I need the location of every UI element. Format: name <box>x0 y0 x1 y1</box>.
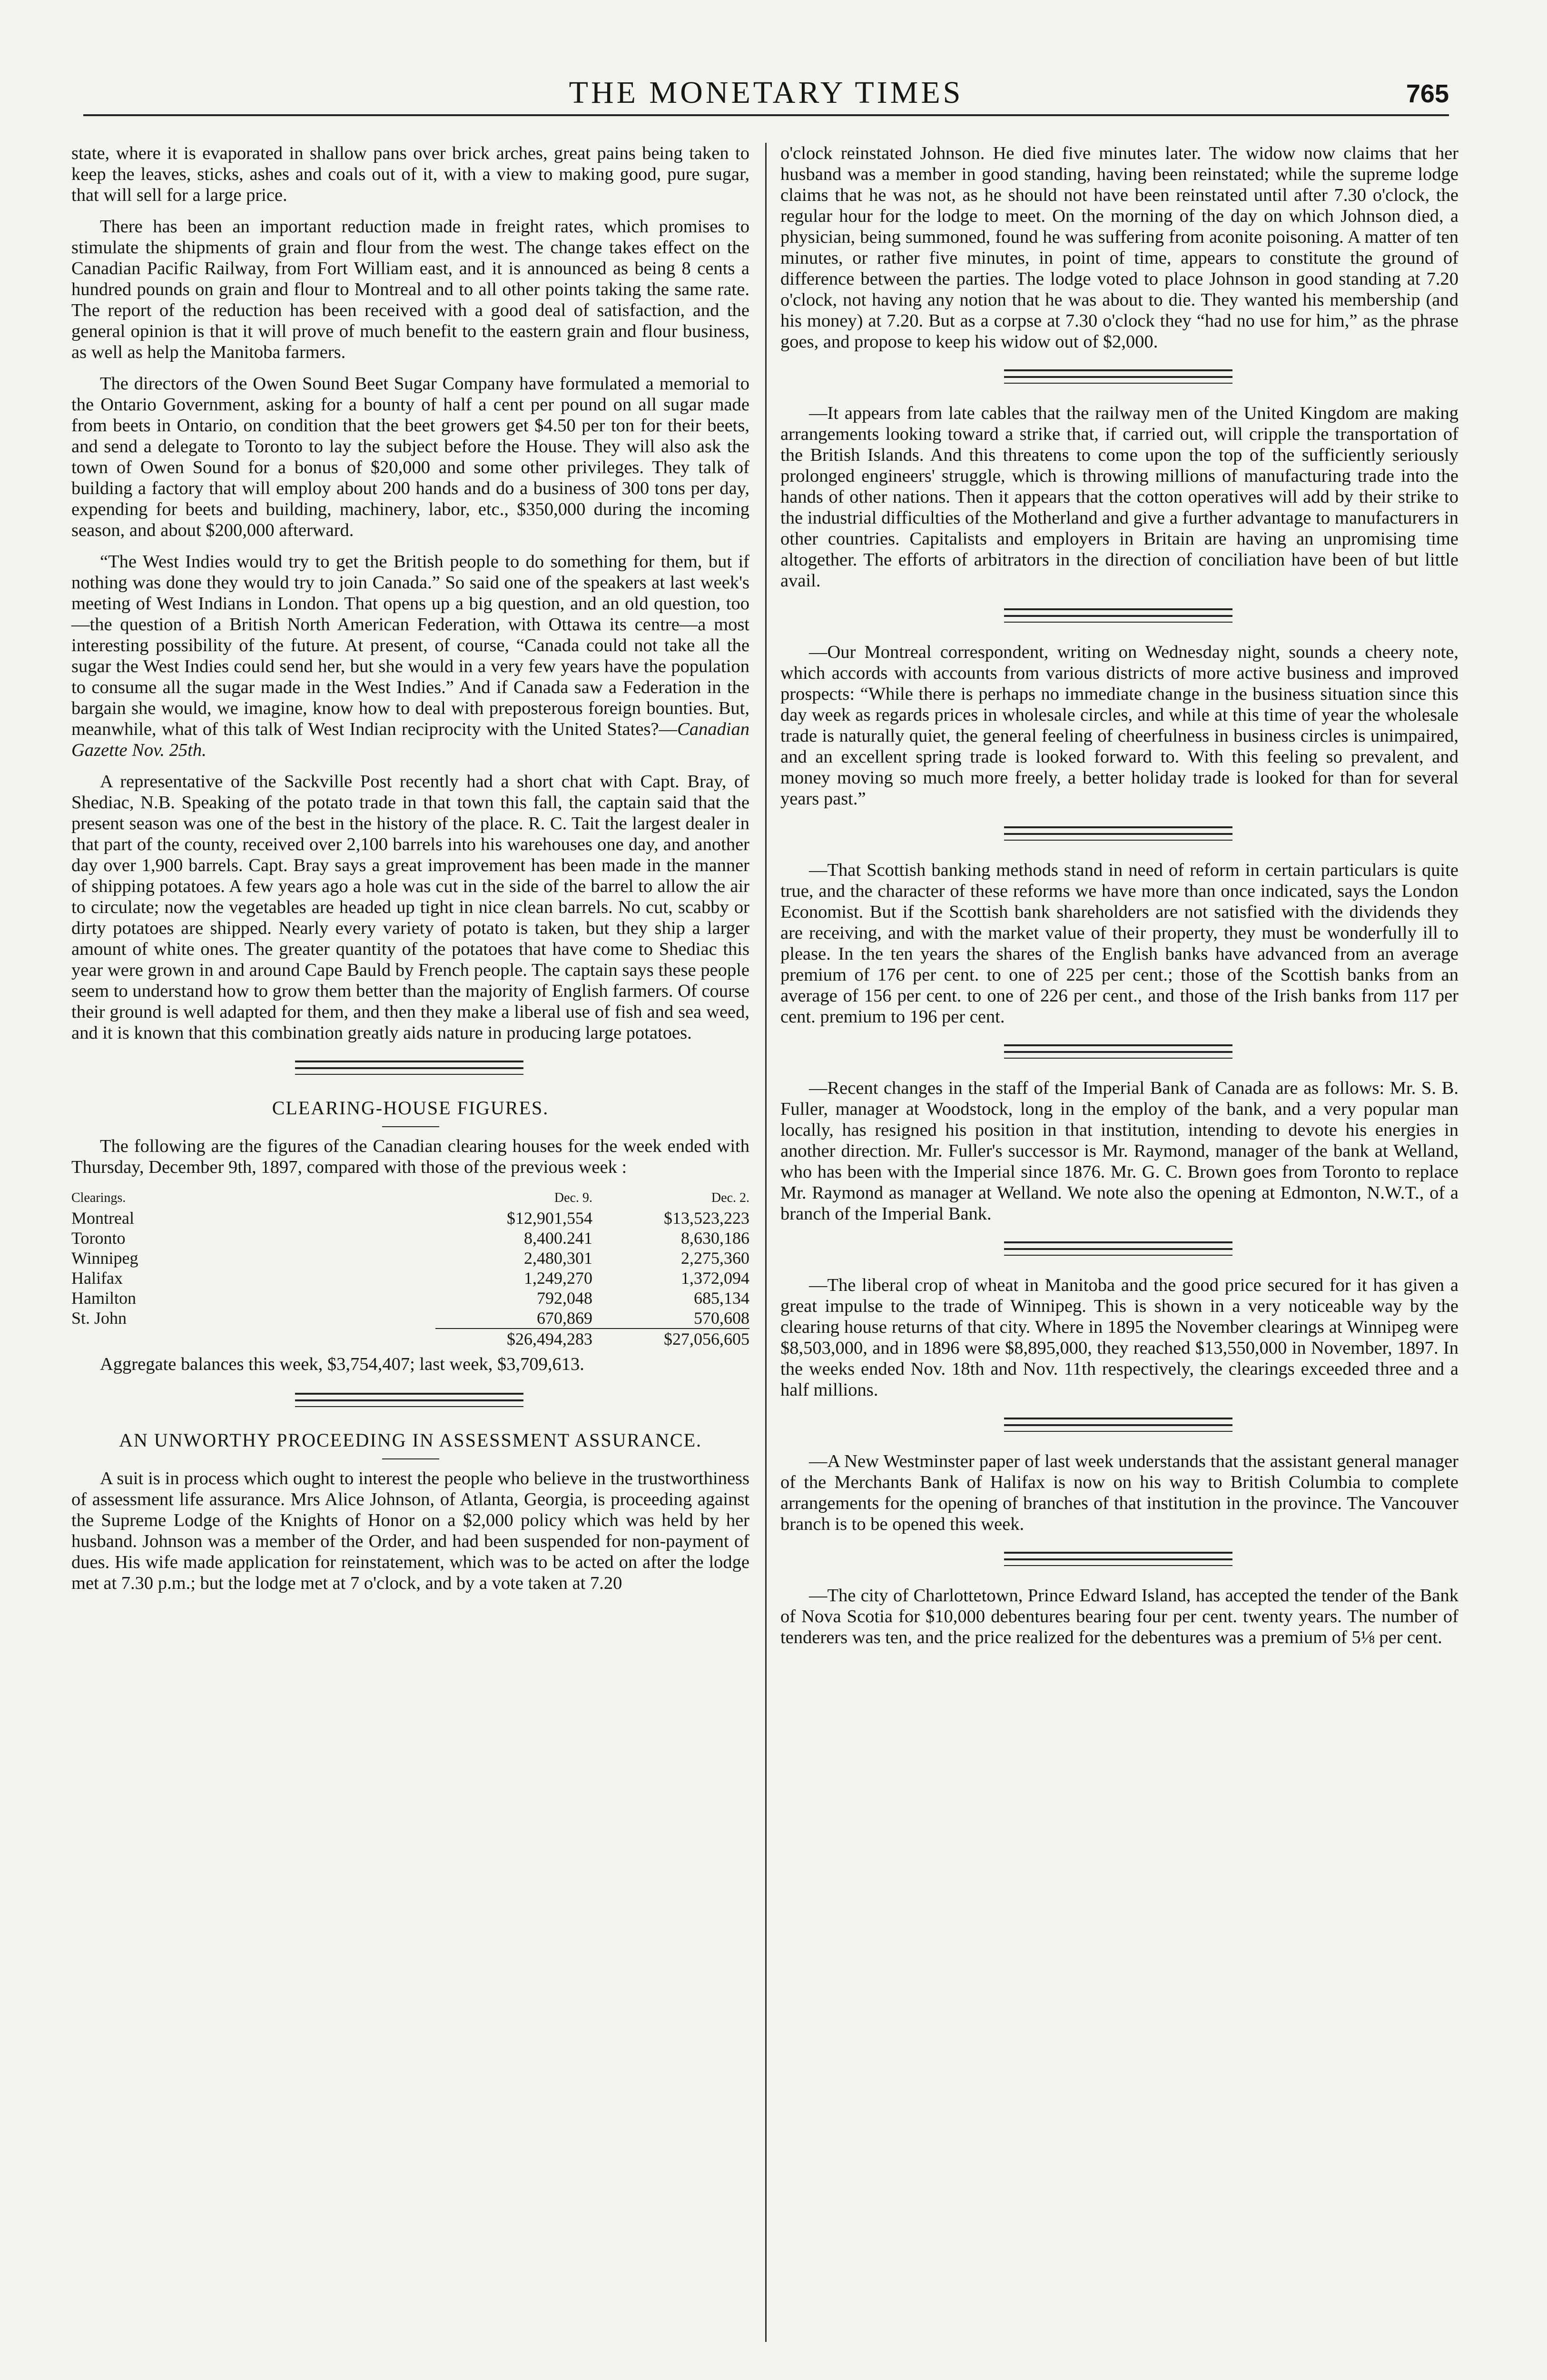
col-header-clearings: Clearings. <box>71 1190 126 1205</box>
page-number: 765 <box>1406 79 1449 108</box>
paragraph-johnson-suit: A suit is in process which ought to interest the people who believe in the trustworthiness of assessment life assurance. Mrs Alice Johnson, of Atlanta, Georgia, is proceeding against the Supreme Lodge of the Knights of Honor on a $2,000 policy which was held by her husband. Johnson was a member of the Order, and had been suspended for non-payment of dues. His wife made application for reinstatement, which was to be acted on after the lodge met at 7.30 p.m.; but the lodge met at 7 o'clock, and by a vote taken at 7.20 <box>71 1468 749 1593</box>
section-separator <box>780 366 1458 387</box>
dec9-value: $12,901,554 <box>507 1209 592 1228</box>
west-indies-text: “The West Indies would try to get the British people to do something for them, but if nothing was done they would try to join Canada.” So said one of the speakers at last week's meeting of West Indians in London. That opens up a big question, and an old question, too—the question of a British North American Federation, with Ottawa its centre—a most interesting possibility of the future. At present, of course, “Canada could not take all the sugar the West Indies could send her, but she would in a very few years have the population to consume all the sugar made in the West Indies.” And if Canada saw a Federation in the bargain she would, we imagine, know how to deal with preposterous foreign bounties. But, meanwhile, what of this talk of West Indian reciprocity with the United States?— <box>71 552 749 739</box>
dec9-value: 8,400.241 <box>524 1229 592 1248</box>
assessment-assurance-heading: AN UNWORTHY PROCEEDING IN ASSESSMENT ASSURANCE. <box>118 1429 702 1451</box>
dec9-value: 1,249,270 <box>524 1269 592 1288</box>
section-separator <box>71 1057 749 1079</box>
paragraph-manitoba-wheat: —The liberal crop of wheat in Manitoba and the good price secured for it has given a great impulse to the trade of Winnipeg. This is shown in a very noticeable way by the clearing house returns of that city. Where in 1895 the November clearings at Winnipeg were $8,503,000, and in 1896 were $8,895,000, they reached $13,550,000 in November, 1897. In the weeks ended Nov. 18th and Nov. 11th respectively, the clearings exceeded three and a half millions. <box>780 1275 1458 1400</box>
dec2-value: 1,372,094 <box>681 1269 749 1288</box>
page-header <box>83 74 1449 112</box>
paragraph-charlottetown: —The city of Charlottetown, Prince Edward Island, has accepted the tender of the Bank of Nova Scotia for $10,000 debentures bearing four per cent. twenty years. The number of tenderers was ten, and the price realized for the debentures was a premium of 5⅛ per cent. <box>780 1586 1458 1647</box>
section-separator <box>780 1238 1458 1259</box>
table-row <box>71 1208 749 1228</box>
heading-rule <box>382 1126 439 1127</box>
section-separator <box>780 1041 1458 1062</box>
dec2-value: $13,523,223 <box>664 1209 749 1228</box>
table-row <box>71 1268 749 1288</box>
table-header-row <box>71 1188 749 1208</box>
paragraph-imperial-bank: —Recent changes in the staff of the Imperial Bank of Canada are as follows: Mr. S. B. Fuller, manager at Woodstock, long in the employ of the bank, and a very popular man locally, has resigned his position in that institution, intending to devote his energies in another direction. Mr. Fuller's successor is Mr. Raymond, manager of the bank at Welland, who has been with the Imperial since 1876. Mr. G. C. Brown goes from Toronto to replace Mr. Raymond as manager at Welland. We note also the opening at Edmonton, N.W.T., of a branch of the Imperial Bank. <box>780 1078 1458 1224</box>
dec2-value: 685,134 <box>694 1289 749 1308</box>
total-dec2: $27,056,605 <box>592 1328 749 1349</box>
table-row <box>71 1308 749 1328</box>
section-separator <box>71 1389 749 1411</box>
dec9-value: 792,048 <box>537 1289 592 1308</box>
section-separator <box>780 823 1458 844</box>
total-dec9: $26,494,283 <box>435 1328 592 1349</box>
section-separator <box>780 1414 1458 1436</box>
paragraph-sugar-evaporation: state, where it is evaporated in shallow pans over brick arches, great pains being taken to keep the leaves, sticks, ashes and coals out of it, with a view to making good, pure sugar, that will sell for a large price. <box>71 143 749 205</box>
dec9-value: 2,480,301 <box>524 1249 592 1268</box>
clearing-house-intro: The following are the figures of the Canadian clearing houses for the week ended with Thursday, December 9th, 1897, compared with those of the previous week : <box>71 1136 749 1177</box>
west-indies-source: Canadian Gazette Nov. 25th. <box>71 719 749 760</box>
section-separator <box>780 605 1458 626</box>
city-name: Toronto <box>71 1229 126 1248</box>
header-rule <box>83 114 1449 116</box>
clearing-house-table <box>71 1188 749 1349</box>
clearing-house-heading: CLEARING-HOUSE FIGURES. <box>272 1097 549 1119</box>
dec2-value: 8,630,186 <box>681 1229 749 1248</box>
table-row <box>71 1248 749 1268</box>
paragraph-merchants-bank: —A New Westminster paper of last week understands that the assistant general manager of the Merchants Bank of Halifax is now on his way to British Columbia to complete arrangements for the opening of branches of that institution in the province. The Vancouver branch is to be opened this week. <box>780 1451 1458 1534</box>
section-separator <box>780 1548 1458 1570</box>
table-row <box>71 1228 749 1248</box>
paragraph-freight-rates: There has been an important reduction made in freight rates, which promises to stimulate the shipments of grain and flour from the west. The change takes effect on the Canadian Pacific Railway, from Fort William east, and it is announced as being 8 cents a hundred pounds on grain and flour to Montreal and to all other points taking the same rate. The report of the reduction has been received with a good deal of satisfaction, and the general opinion is that it will prove of much benefit to the eastern grain and flour business, as well as help the Manitoba farmers. <box>71 217 749 362</box>
aggregate-balances: Aggregate balances this week, $3,754,407; last week, $3,709,613. <box>100 1354 584 1374</box>
city-name: St. John <box>71 1309 127 1328</box>
paragraph-west-indies <box>71 551 749 761</box>
column-divider <box>765 143 767 2342</box>
paragraph-montreal-correspondent: —Our Montreal correspondent, writing on Wednesday night, sounds a cheery note, which accords with accounts from various districts of more active business and improved prospects: “While there is perhaps no immediate change in the business situation since this day week as regards prices in wholesale circles, and while at this time of year the wholesale trade is naturally quiet, the general feeling of cheerfulness in business circles is unimpaired, and an excellent spring trade is looked forward to. With this feeling so prevalent, and money moving so much more freely, a better holiday trade is looked for than for several years past.” <box>780 642 1458 809</box>
paragraph-scottish-banking: —That Scottish banking methods stand in need of reform in certain particulars is quite true, and the character of these reforms we have more than once indicated, says the London Economist. But if the Scottish bank shareholders are not satisfied with the dividends they are receiving, and with the market value of their property, they must be wonderfully ill to please. In the ten years the shares of the English banks have advanced from an average premium of 176 per cent. to one of 225 per cent.; those of the Scottish banks from an average of 156 per cent. to one of 226 per cent., and those of the Irish banks from 117 per cent. premium to 196 per cent. <box>780 860 1458 1027</box>
col-header-dec9: Dec. 9. <box>554 1190 592 1205</box>
paragraph-owen-sound-sugar: The directors of the Owen Sound Beet Sugar Company have formulated a memorial to the Ontario Government, asking for a bounty of half a cent per pound on all sugar made from beets in Ontario, on condition that the beet growers get $4.50 per ton for their beets, and send a delegate to Toronto to lay the subject before the House. They will also ask the town of Owen Sound for a bonus of $20,000 and some other privileges. They talk of building a factory that will employ about 200 hands and do a business of 300 tons per day, expending for beets and building, machinery, labor, etc., $350,000 during the incoming season, and about $200,000 afterward. <box>71 374 749 540</box>
city-name: Hamilton <box>71 1289 136 1308</box>
publication-title: THE MONETARY TIMES <box>569 75 964 110</box>
heading-rule <box>382 1458 439 1459</box>
table-total-row <box>71 1328 749 1349</box>
dec2-value: 2,275,360 <box>681 1249 749 1268</box>
left-column <box>71 143 749 1604</box>
col-header-dec2: Dec. 2. <box>711 1190 749 1205</box>
dec2-value: 570,608 <box>694 1309 749 1328</box>
city-name: Halifax <box>71 1269 123 1288</box>
paragraph-potato-trade: A representative of the Sackville Post recently had a short chat with Capt. Bray, of Shediac, N.B. Speaking of the potato trade in that town this fall, the captain said that the present season was one of the best in the history of the place. R. C. Tait the largest dealer in that part of the county, received over 2,100 barrels into his warehouses one day, and another day over 1,900 barrels. Capt. Bray says a great improvement has been made in the manner of shipping potatoes. A few years ago a hole was cut in the side of the barrel to allow the air to circulate; now the vegetables are headed up tight in nice clean barrels. No cut, scabby or dirty potatoes are shipped. Nearly every variety of potato is taken, but they ship a larger amount of white ones. The greater quantity of the potatoes that have come to Shediac this year were grown in and around Cape Bauld by French people. The captain says these people seem to understand how to grow them better than the majority of English farmers. Of course their ground is well adapted for them, and then they make a liberal use of fish and sea weed, and it is known that this combination greatly aids nature in producing large potatoes. <box>71 772 749 1043</box>
table-row <box>71 1288 749 1308</box>
city-name: Montreal <box>71 1209 134 1228</box>
right-column <box>780 143 1458 1658</box>
paragraph-johnson-continued: o'clock reinstated Johnson. He died five minutes later. The widow now claims that her husband was a member in good standing, having been reinstated; while the supreme lodge claims that he was not, as he should not have been reinstated until after 7.30 o'clock, the regular hour for the lodge to meet. On the morning of the day on which Johnson died, a physician, being summoned, found he was suffering from aconite poisoning. A matter of ten minutes, or rather five minutes, in point of time, appears to constitute the ground of difference between the parties. The lodge voted to place Johnson in good standing at 7.20 o'clock, not having any notion that he was about to die. They wanted his membership (and his money) at 7.20. But as a corpse at 7.30 o'clock they “had no use for him,” as the phrase goes, and propose to keep his widow out of $2,000. <box>780 143 1458 352</box>
paragraph-railway-strike: —It appears from late cables that the railway men of the United Kingdom are making arrangements looking toward a strike that, if carried out, will cripple the transportation of the British Islands. And this threatens to come upon the top of the sufficiently seriously prolonged engineers' struggle, which is throwing millions of manufacturing trade into the hands of other nations. Then it appears that the cotton operatives will add by their strike to the industrial difficulties of the Motherland and give a further advantage to manufacturers in other countries. Capitalists and employers in Britain are having an unpromising time altogether. The efforts of arbitrators in the direction of conciliation have been of but little avail. <box>780 403 1458 591</box>
dec9-value: 670,869 <box>537 1309 592 1328</box>
city-name: Winnipeg <box>71 1249 138 1268</box>
